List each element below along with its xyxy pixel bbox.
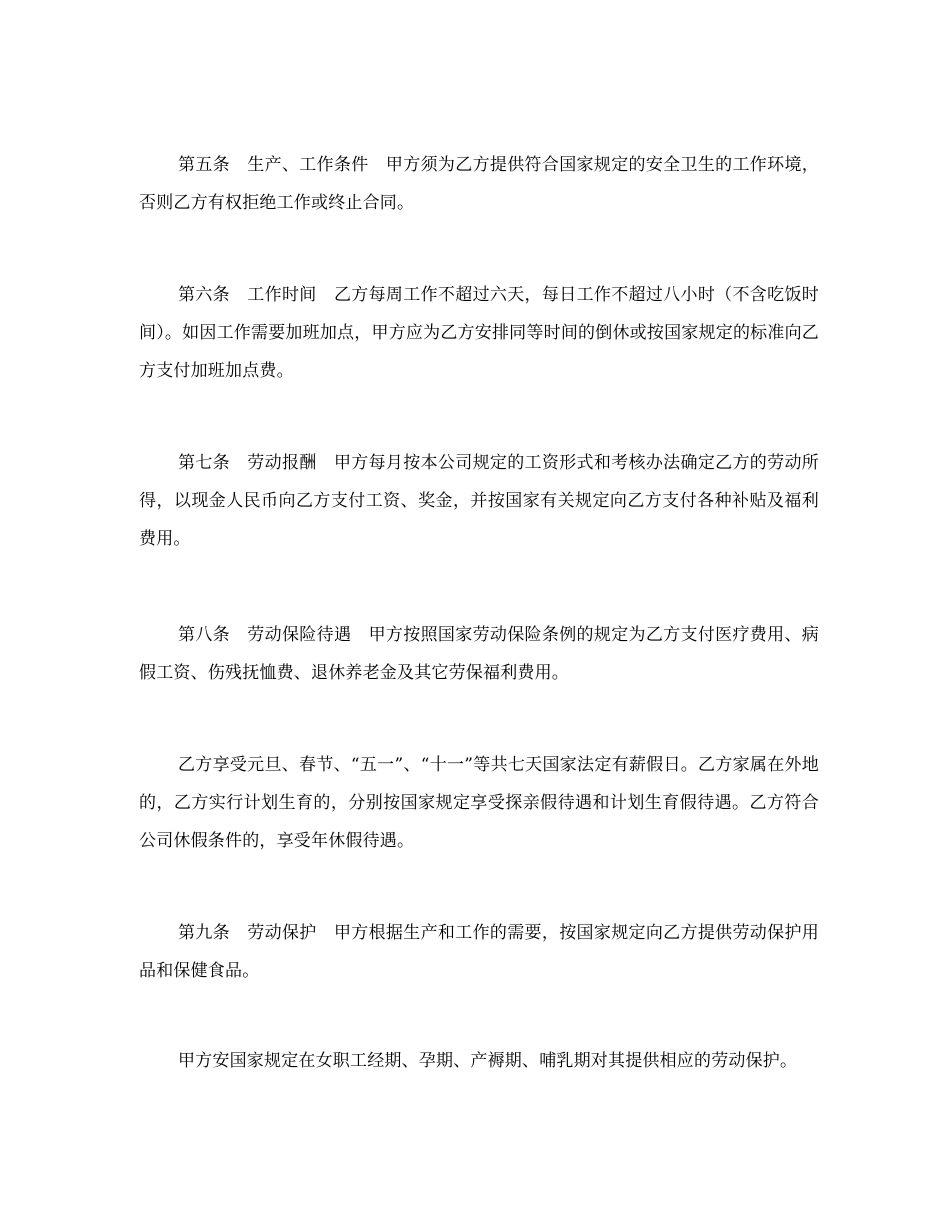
article-5-paragraph: 第五条 生产、工作条件 甲方须为乙方提供符合国家规定的安全卫生的工作环境，否则乙方有权拒绝工作或终止合同。 [139, 155, 819, 213]
article-8-paragraph: 第八条 劳动保险待遇 甲方按照国家劳动保险条例的规定为乙方支付医疗费用、病假工资、伤残抚恤费、退休养老金及其它劳保福利费用。 [139, 625, 819, 683]
article-6-paragraph: 第六条 工作时间 乙方每周工作不超过六天，每日工作不超过八小时（不含吃饭时间）。如因工作需要加班加点，甲方应为乙方安排同等时间的倒休或按国家规定的标准向乙方支付加班加点费。 [139, 285, 819, 381]
female-worker-protection-paragraph: 甲方安国家规定在女职工经期、孕期、产褥期、哺乳期对其提供相应的劳动保护。 [178, 1051, 798, 1071]
holiday-leave-paragraph: 乙方享受元旦、春节、“五一”、“十一”等共七天国家法定有薪假日。乙方家属在外地的，乙方实行计划生育的，分别按国家规定享受探亲假待遇和计划生育假待遇。乙方符合公司休假条件的，享受年休假待遇。 [139, 755, 819, 851]
article-7-paragraph: 第七条 劳动报酬 甲方每月按本公司规定的工资形式和考核办法确定乙方的劳动所得，以现金人民币向乙方支付工资、奖金，并按国家有关规定向乙方支付各种补贴及福利费用。 [139, 453, 819, 549]
article-9-paragraph: 第九条 劳动保护 甲方根据生产和工作的需要，按国家规定向乙方提供劳动保护用品和保健食品。 [139, 923, 819, 981]
